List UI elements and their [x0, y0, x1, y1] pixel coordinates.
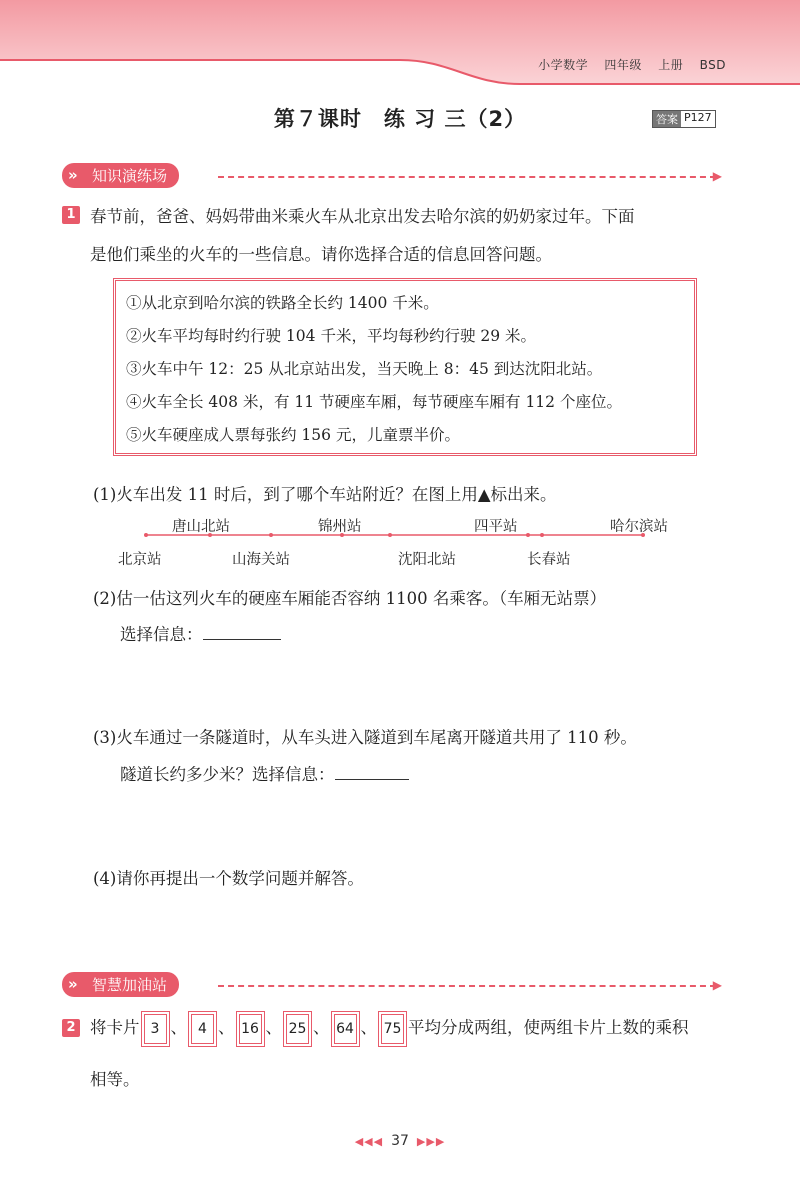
separator: 、: [360, 1018, 377, 1037]
station-dot: [540, 533, 544, 537]
number-card: 16: [239, 1014, 262, 1044]
station-label: 唐山北站: [172, 519, 230, 535]
number-card: 75: [381, 1014, 404, 1044]
info-item: ④火车全长 408 米，有 11 节硬座车厢，每节硬座车厢有 112 个座位。: [126, 393, 622, 411]
separator: 、: [218, 1018, 235, 1037]
book-info: [526, 56, 726, 73]
station-dot: [144, 533, 148, 537]
station-label: 沈阳北站: [398, 552, 456, 568]
station-label: 锦州站: [318, 519, 362, 535]
station-label: 哈尔滨站: [610, 519, 668, 535]
section-divider: [218, 978, 722, 992]
sub-question-1: (1)火车出发 11 时后，到了哪个车站附近？在图上用▲标出来。: [93, 485, 557, 504]
section-label: 知识演练场: [92, 166, 168, 185]
info-item: ③火车中午 12：25 从北京站出发，当天晚上 8：45 到达沈阳北站。: [126, 360, 603, 378]
answer-blank[interactable]: [335, 765, 409, 780]
separator: 、: [313, 1018, 330, 1037]
sub-question-3-text: 隧道长约多少米？选择信息：: [120, 765, 335, 784]
sub-question-2: (2)估一估这列火车的硬座车厢能否容纳 1100 名乘客。（车厢无站票）: [93, 589, 607, 608]
number-card: 3: [144, 1014, 167, 1044]
station-dot: [269, 533, 273, 537]
triangle-right-icon: ▶▶▶: [416, 1135, 446, 1148]
double-arrow-icon: »: [68, 974, 78, 993]
answer-reference: [652, 110, 716, 128]
edition: BSD: [699, 58, 726, 72]
info-box: [113, 278, 697, 456]
arrow-right-icon: ▶: [712, 169, 722, 183]
number-card: 4: [191, 1014, 214, 1044]
answer-label: 答案: [653, 111, 681, 127]
triangle-left-icon: ◀◀◀: [354, 1135, 384, 1148]
grade: 四年级: [604, 58, 642, 72]
subject: 小学数学: [538, 58, 589, 72]
answer-blank[interactable]: [203, 625, 281, 640]
section-header-practice: [62, 163, 179, 187]
info-item: ②火车平均每时约行驶 104 千米，平均每秒约行驶 29 米。: [126, 327, 537, 345]
station-label: 长春站: [527, 552, 571, 568]
double-arrow-icon: »: [68, 165, 78, 184]
lesson-title: 第７课时 练 习 三（2）: [273, 107, 527, 131]
page-number: 37: [391, 1133, 409, 1149]
sub-question-4: (4)请你再提出一个数学问题并解答。: [93, 869, 364, 888]
info-item: ⑤火车硬座成人票每张约 156 元，儿童票半价。: [126, 426, 460, 444]
question-2-text: [90, 1010, 689, 1046]
question-text: 是他们乘坐的火车的一些信息。请你选择合适的信息回答问题。: [90, 245, 552, 264]
select-info-row: [120, 621, 281, 645]
info-item: ①从北京到哈尔滨的铁路全长约 1400 千米。: [126, 294, 439, 312]
station-dot: [526, 533, 530, 537]
volume: 上册: [658, 58, 684, 72]
separator: 、: [265, 1018, 282, 1037]
sub-question-3: (3)火车通过一条隧道时，从车头进入隧道到车尾离开隧道共用了 110 秒。: [93, 728, 637, 747]
question-text: 春节前，爸爸、妈妈带曲米乘火车从北京出发去哈尔滨的奶奶家过年。下面: [90, 207, 635, 226]
page-footer: [0, 1133, 800, 1149]
section-label: 智慧加油站: [92, 975, 168, 994]
station-label: 山海关站: [232, 552, 290, 568]
section-header-challenge: [62, 972, 179, 996]
question-number: 1: [62, 206, 80, 224]
arrow-right-icon: ▶: [712, 978, 722, 992]
number-card: 64: [334, 1014, 357, 1044]
question-2-suffix: 平均分成两组，使两组卡片上数的乘积: [408, 1018, 689, 1037]
station-label: 北京站: [118, 552, 162, 568]
question-2-line2: 相等。: [90, 1070, 140, 1089]
header-banner: [0, 0, 800, 90]
separator: 、: [170, 1018, 187, 1037]
sub-question-3-row: [120, 761, 409, 785]
question-number: 2: [62, 1019, 80, 1037]
answer-page: P127: [684, 111, 712, 124]
station-label: 四平站: [474, 519, 518, 535]
question-2-prefix: 将卡片: [90, 1018, 140, 1037]
number-card: 25: [286, 1014, 309, 1044]
section-divider: [218, 169, 722, 183]
station-dot: [388, 533, 392, 537]
select-info-label: 选择信息：: [120, 625, 203, 644]
